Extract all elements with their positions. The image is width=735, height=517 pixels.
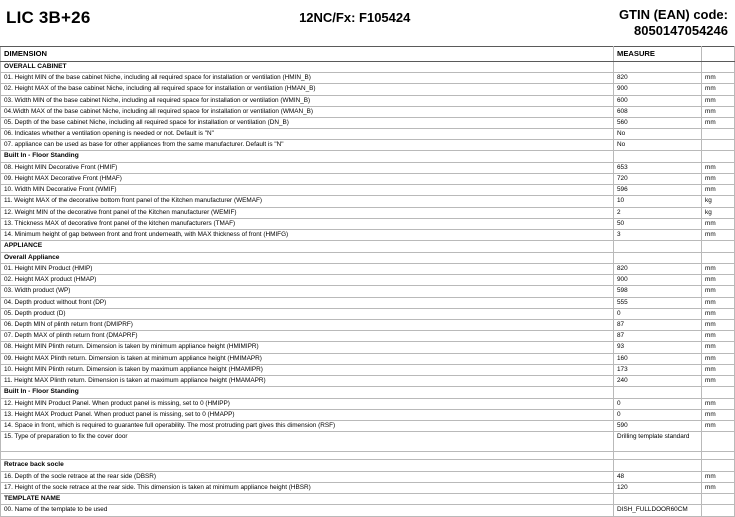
table-row xyxy=(1,432,735,452)
table-row xyxy=(1,353,735,364)
table-row xyxy=(1,230,735,241)
cell-measure: 820 xyxy=(614,264,702,275)
table-row xyxy=(1,196,735,207)
cell-measure: 87 xyxy=(614,331,702,342)
cell-unit: mm xyxy=(702,230,735,241)
specification-table xyxy=(0,46,735,517)
cell-dimension: 12. Height MIN Product Panel. When product panel is missing, set to 0 (HMIPP) xyxy=(1,398,614,409)
table-row xyxy=(1,185,735,196)
cell-dimension: 06. Depth MIN of plinth return front (DMIPRF) xyxy=(1,320,614,331)
gtin-block xyxy=(619,6,728,40)
cell-unit xyxy=(702,61,735,72)
cell-measure: 3 xyxy=(614,230,702,241)
table-row xyxy=(1,471,735,482)
cell-unit: mm xyxy=(702,106,735,117)
cell-unit: mm xyxy=(702,409,735,420)
cell-unit: mm xyxy=(702,398,735,409)
table-row xyxy=(1,264,735,275)
cell-dimension: 08. Height MIN Decorative Front (HMIF) xyxy=(1,162,614,173)
table-section-row xyxy=(1,151,735,162)
cell-measure: 173 xyxy=(614,364,702,375)
cell-measure xyxy=(614,241,702,252)
table-row xyxy=(1,409,735,420)
cell-unit: mm xyxy=(702,308,735,319)
cell-unit xyxy=(702,493,735,504)
cell-unit: kg xyxy=(702,207,735,218)
cell-measure: 50 xyxy=(614,218,702,229)
cell-measure xyxy=(614,493,702,504)
cell-dimension: 10. Height MIN Plinth return. Dimension is taken by maximum appliance height (HMAMIPR) xyxy=(1,364,614,375)
table-row xyxy=(1,420,735,431)
cell-dimension: Built In - Floor Standing xyxy=(1,151,614,162)
cell-measure: 820 xyxy=(614,73,702,84)
cell-dimension: 07. appliance can be used as base for other appliances from the same manufacturer. Default is "N" xyxy=(1,140,614,151)
cell-measure: 653 xyxy=(614,162,702,173)
cell-dimension: 03. Width product (WP) xyxy=(1,286,614,297)
cell-unit xyxy=(702,129,735,140)
cell-measure: 120 xyxy=(614,482,702,493)
cell-measure xyxy=(614,252,702,263)
cell-dimension: 04.Width MAX of the base cabinet Niche, including all required space for installation or ventilation (WMAN_B) xyxy=(1,106,614,117)
cell-measure: 720 xyxy=(614,174,702,185)
cell-dimension: 16. Depth of the socle retrace at the rear side (DBSR) xyxy=(1,471,614,482)
cell-measure: 600 xyxy=(614,95,702,106)
cell-measure: 0 xyxy=(614,398,702,409)
table-row xyxy=(1,275,735,286)
cell-measure: 596 xyxy=(614,185,702,196)
cell-dimension: 06. Indicates whether a ventilation opening is needed or not. Default is "N" xyxy=(1,129,614,140)
cell-unit: mm xyxy=(702,84,735,95)
table-row xyxy=(1,129,735,140)
cell-dimension: 01. Height MIN Product (HMIP) xyxy=(1,264,614,275)
cell-measure: 87 xyxy=(614,320,702,331)
cell-dimension: 14. Space in front, which is required to guarantee full operability. The most protruding part gives this dimension (RSF) xyxy=(1,420,614,431)
table-row xyxy=(1,117,735,128)
cell-measure: 240 xyxy=(614,375,702,386)
cell-dimension: TEMPLATE NAME xyxy=(1,493,614,504)
cell-dimension: 14. Minimum height of gap between front and front underneath, with MAX thickness of front (HMIFG) xyxy=(1,230,614,241)
cell-unit xyxy=(702,241,735,252)
cell-dimension: Retrace back socle xyxy=(1,460,614,471)
table-section-row xyxy=(1,493,735,504)
cell-dimension: 11. Height MAX Plinth return. Dimension is taken at maximum appliance height (HMAMAPR) xyxy=(1,375,614,386)
table-section-row xyxy=(1,61,735,72)
cell-dimension: Overall Appliance xyxy=(1,252,614,263)
table-row xyxy=(1,73,735,84)
cell-unit xyxy=(702,387,735,398)
cell-dimension: 05. Depth of the base cabinet Niche, including all required space for installation or ventilation (DN_B) xyxy=(1,117,614,128)
cell-measure: Drilling template standard xyxy=(614,432,702,452)
cell-measure: 93 xyxy=(614,342,702,353)
cell-unit xyxy=(702,452,735,460)
cell-dimension: 09. Height MAX Decorative Front (HMAF) xyxy=(1,174,614,185)
cell-unit: mm xyxy=(702,275,735,286)
cell-measure: 2 xyxy=(614,207,702,218)
cell-measure xyxy=(614,61,702,72)
table-row xyxy=(1,286,735,297)
cell-dimension: 15. Type of preparation to fix the cover door xyxy=(1,432,614,452)
cell-measure: 560 xyxy=(614,117,702,128)
cell-unit: mm xyxy=(702,297,735,308)
cell-dimension: 01. Height MIN of the base cabinet Niche, including all required space for installation or ventilation (HMIN_B) xyxy=(1,73,614,84)
cell-dimension: 13. Thickness MAX of decorative front panel of the kitchen manufacturers (TMAF) xyxy=(1,218,614,229)
cell-unit: mm xyxy=(702,353,735,364)
table-spacer-row xyxy=(1,452,735,460)
cell-measure: 590 xyxy=(614,420,702,431)
cell-measure xyxy=(614,387,702,398)
cell-unit xyxy=(702,151,735,162)
cell-unit: mm xyxy=(702,162,735,173)
cell-unit: mm xyxy=(702,482,735,493)
cell-dimension: 00. Name of the template to be used xyxy=(1,505,614,516)
cell-unit: kg xyxy=(702,196,735,207)
cell-dimension: Built In - Floor Standing xyxy=(1,387,614,398)
cell-unit: mm xyxy=(702,218,735,229)
cell-dimension: 07. Depth MAX of plinth return front (DMAPRF) xyxy=(1,331,614,342)
cell-measure: 900 xyxy=(614,84,702,95)
cell-measure: No xyxy=(614,129,702,140)
cell-unit: mm xyxy=(702,420,735,431)
cell-dimension: 08. Height MIN Plinth return. Dimension is taken by minimum appliance height (HMIMIPR) xyxy=(1,342,614,353)
cell-dimension: OVERALL CABINET xyxy=(1,61,614,72)
table-row xyxy=(1,505,735,516)
cell-dimension: 10. Width MIN Decorative Front (WMIF) xyxy=(1,185,614,196)
gtin-label: GTIN (EAN) code: xyxy=(618,7,728,22)
cell-unit: mm xyxy=(702,73,735,84)
cell-dimension: 03. Width MIN of the base cabinet Niche, including all required space for installation or ventilation (WMIN_B) xyxy=(1,95,614,106)
model-title: LIC 3B+26 xyxy=(6,8,91,27)
cell-unit: mm xyxy=(702,331,735,342)
table-row xyxy=(1,364,735,375)
cell-unit: mm xyxy=(702,264,735,275)
table-row xyxy=(1,308,735,319)
cell-unit: mm xyxy=(702,286,735,297)
cell-dimension: 17. Height of the socle retrace at the rear side. This dimension is taken at minimum appliance height (HBSR) xyxy=(1,482,614,493)
table-row xyxy=(1,207,735,218)
cell-unit xyxy=(702,505,735,516)
cell-dimension: APPLIANCE xyxy=(1,241,614,252)
cell-dimension: 02. Height MAX product (HMAP) xyxy=(1,275,614,286)
table-row xyxy=(1,398,735,409)
column-header-unit xyxy=(702,47,735,62)
table-row xyxy=(1,84,735,95)
table-header-row xyxy=(1,47,735,62)
table-row xyxy=(1,482,735,493)
cell-dimension: 02. Height MAX of the base cabinet Niche, including all required space for installation or ventilation (HMAN_B) xyxy=(1,84,614,95)
table-row xyxy=(1,162,735,173)
table-row xyxy=(1,218,735,229)
cell-dimension: 04. Depth product without front (DP) xyxy=(1,297,614,308)
cell-measure xyxy=(614,452,702,460)
cell-measure: 10 xyxy=(614,196,702,207)
cell-unit: mm xyxy=(702,471,735,482)
cell-measure: 48 xyxy=(614,471,702,482)
table-row xyxy=(1,174,735,185)
cell-measure: 598 xyxy=(614,286,702,297)
table-row xyxy=(1,342,735,353)
table-section-row xyxy=(1,241,735,252)
table-row xyxy=(1,140,735,151)
cell-unit: mm xyxy=(702,95,735,106)
table-row xyxy=(1,375,735,386)
document-header xyxy=(0,0,734,46)
cell-unit: mm xyxy=(702,320,735,331)
cell-dimension: 12. Weight MIN of the decorative front panel of the Kitchen manufacturer (WEMIF) xyxy=(1,207,614,218)
table-row xyxy=(1,320,735,331)
cell-unit: mm xyxy=(702,342,735,353)
table-row xyxy=(1,297,735,308)
table-section-row xyxy=(1,460,735,471)
table-row xyxy=(1,95,735,106)
cell-unit xyxy=(702,140,735,151)
cell-measure: 0 xyxy=(614,409,702,420)
cell-unit xyxy=(702,252,735,263)
cell-dimension xyxy=(1,452,614,460)
cell-dimension: 09. Height MAX Plinth return. Dimension is taken at minimum appliance height (HMIMAPR) xyxy=(1,353,614,364)
cell-unit xyxy=(702,432,735,452)
cell-measure: 608 xyxy=(614,106,702,117)
cell-measure: 555 xyxy=(614,297,702,308)
cell-measure: DISH_FULLDOOR60CM xyxy=(614,505,702,516)
cell-unit: mm xyxy=(702,364,735,375)
table-row xyxy=(1,106,735,117)
cell-measure: No xyxy=(614,140,702,151)
cell-measure: 900 xyxy=(614,275,702,286)
cell-dimension: 05. Depth product (D) xyxy=(1,308,614,319)
column-header-measure: MEASURE xyxy=(614,47,702,62)
table-row xyxy=(1,331,735,342)
cell-measure xyxy=(614,460,702,471)
cell-unit: mm xyxy=(702,185,735,196)
table-body xyxy=(1,61,735,516)
article-code: 12NC/Fx: F105424 xyxy=(299,10,411,25)
cell-unit: mm xyxy=(702,375,735,386)
cell-measure: 0 xyxy=(614,308,702,319)
cell-unit xyxy=(702,460,735,471)
table-section-row xyxy=(1,252,735,263)
cell-measure xyxy=(614,151,702,162)
column-header-dimension: DIMENSION xyxy=(1,47,614,62)
table-section-row xyxy=(1,387,735,398)
gtin-value: 8050147054246 xyxy=(634,23,728,39)
cell-dimension: 13. Height MAX Product Panel. When product panel is missing, set to 0 (HMAPP) xyxy=(1,409,614,420)
cell-dimension: 11. Weight MAX of the decorative bottom front panel of the Kitchen manufacturer (WEMAF) xyxy=(1,196,614,207)
cell-measure: 160 xyxy=(614,353,702,364)
cell-unit: mm xyxy=(702,174,735,185)
cell-unit: mm xyxy=(702,117,735,128)
